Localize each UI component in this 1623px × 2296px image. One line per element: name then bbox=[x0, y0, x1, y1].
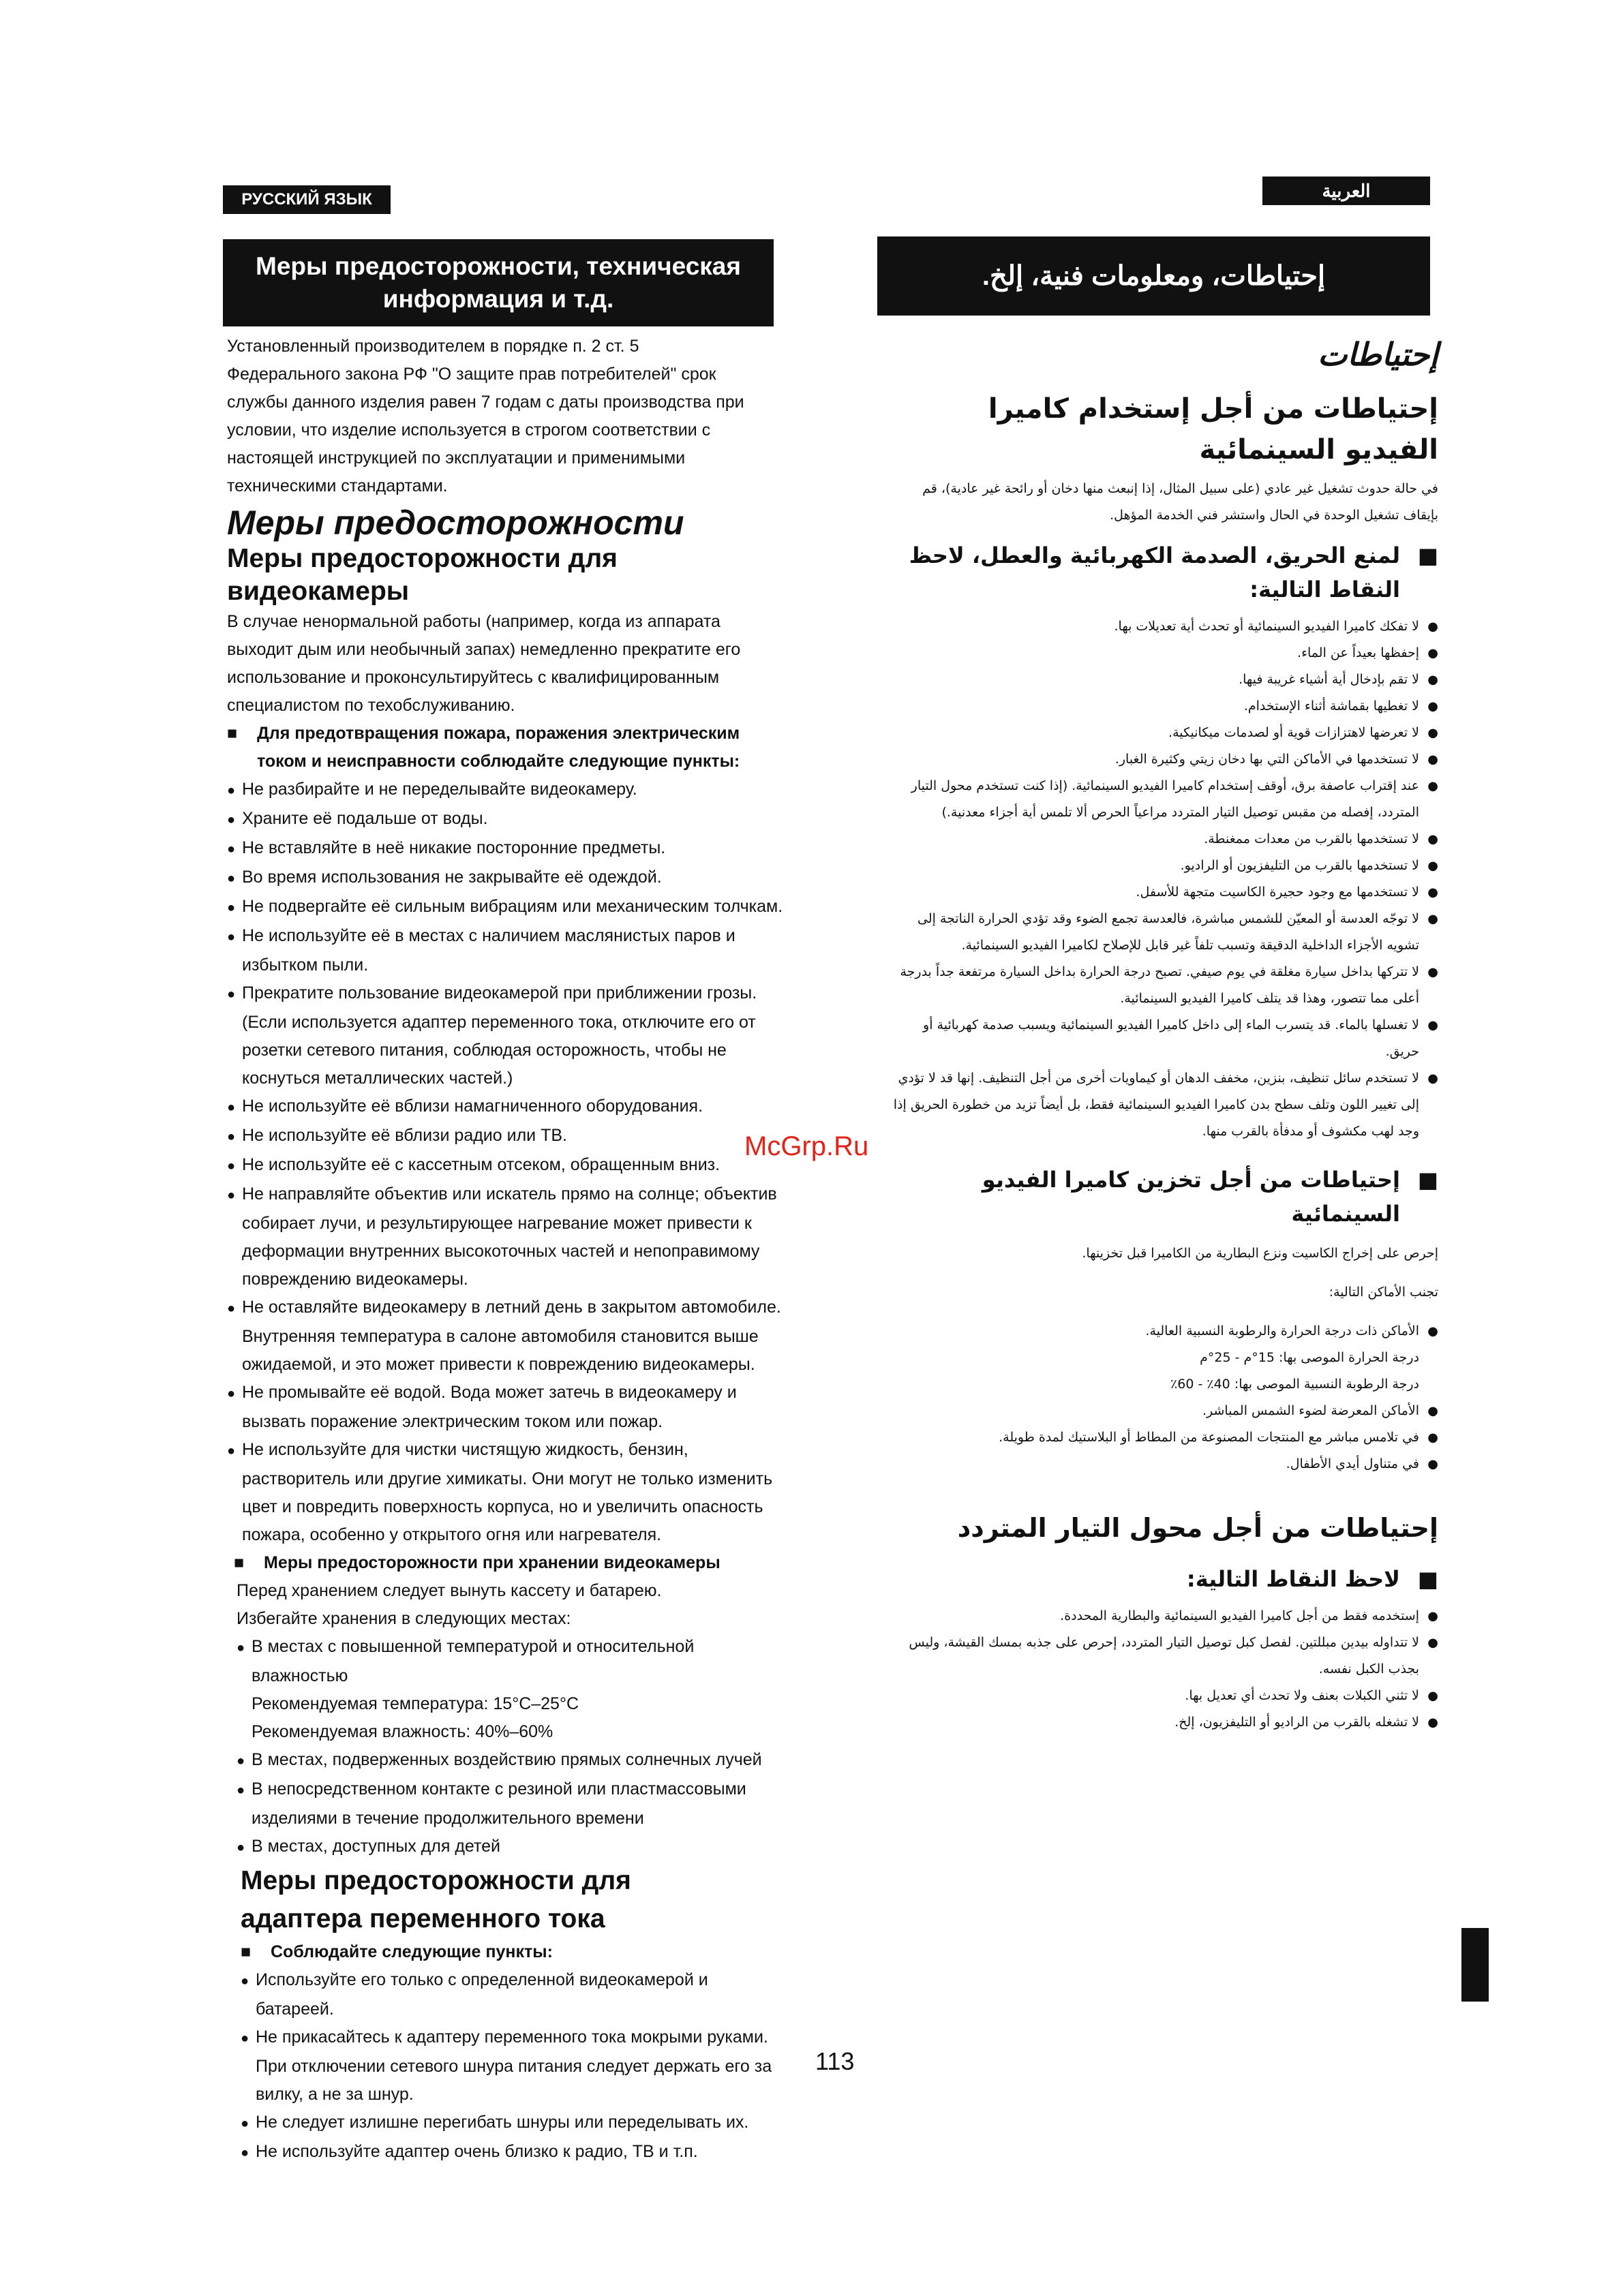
list-item: ● لا تتركها بداخل سيارة مغلقة في يوم صيفي. تصبح درجة الحرارة بداخل السيارة مرتفعة جداً بدرجة أعلى مما تتصور، وهذا قد يتلف كاميرا الفيديو السينمائية. bbox=[886, 959, 1438, 1012]
list-item: ● Не используйте для чистки чистящую жидкость, бензин, растворитель или другие химикаты. Они могут не только изменить цвет и повредить поверхность корпуса, но и увеличить опасность пожара, особенно у открытого огня или нагревателя. bbox=[227, 1436, 786, 1549]
ar-section1-intro: في حالة حدوث تشغيل غير عادي (على سبيل المثال، إذا إنبعث منها دخان أو رائحة غير عادية)، قم بإيقاف تشغيل الوحدة في الحال واستشر فني الخدمة المؤهل. bbox=[922, 481, 1438, 523]
ar-fire-heading: ■ لمنع الحريق، الصدمة الكهربائية والعطل، لاحظ النقاط التالية: bbox=[886, 538, 1438, 607]
ar-humidity-note: درجة الرطوبة النسبية الموصى بها: 40٪ - 60٪ bbox=[1170, 1377, 1419, 1392]
list-item: ● В местах, доступных для детей bbox=[237, 1833, 786, 1862]
list-item: ● Не разбирайте и не переделывайте видеокамеру. bbox=[227, 776, 786, 805]
ar-column bbox=[886, 327, 1438, 1736]
ru-storm-note: (Если используется адаптер переменного тока, отключите его от розетки сетевого питания, соблюдая осторожность, чтобы не коснуться металлических частей.) bbox=[242, 1013, 756, 1088]
list-item: ● لا تثني الكبلات بعنف ولا تحدث أي تعديل بها. bbox=[886, 1683, 1438, 1709]
ru-column bbox=[227, 333, 786, 2167]
list-item: ● لا تستخدمها في الأماكن التي بها دخان زيتي وكثيرة الغبار. bbox=[886, 746, 1438, 773]
list-item: ● Храните её подальше от воды. bbox=[227, 805, 786, 834]
list-item: ● Не подвергайте её сильным вибрациям или механическим толчкам. bbox=[227, 893, 786, 922]
list-item: ● لا تغطيها بقماشة أثناء الإستخدام. bbox=[886, 693, 1438, 720]
ar-adapter-sub: ■ لاحظ النقاط التالية: bbox=[886, 1562, 1438, 1596]
ru-storage-line2: Избегайте хранения в следующих местах: bbox=[237, 1609, 571, 1628]
ar-section1-heading: إحتياطات من أجل إستخدام كاميرا الفيديو السينمائية bbox=[988, 393, 1438, 465]
list-item: ● Не используйте её в местах с наличием маслянистых паров и избытком пыли. bbox=[227, 922, 786, 979]
list-item: ● في متناول أيدي الأطفال. bbox=[886, 1451, 1438, 1478]
list-item: ● Используйте его только с определенной видеокамерой и батареей. bbox=[241, 1966, 786, 2023]
list-item: ● Не используйте адаптер очень близко к радио, ТВ и т.п. bbox=[241, 2138, 786, 2167]
ar-section-title: إحتياطات، ومعلومات فنية، إلخ. bbox=[877, 236, 1430, 316]
list-item: ● Не используйте её с кассетным отсеком, обращенным вниз. bbox=[227, 1151, 786, 1180]
side-tab-marker bbox=[1461, 1928, 1489, 2002]
list-item: ● Не следует излишне перегибать шнуры или переделывать их. bbox=[241, 2109, 786, 2138]
list-item: ● لا تفكك كاميرا الفيديو السينمائية أو تحدث أية تعديلات بها. bbox=[886, 613, 1438, 640]
list-item: ● إحفظها بعيداً عن الماء. bbox=[886, 640, 1438, 667]
ru-adapter-sub: ■ Соблюдайте следующие пункты: bbox=[241, 1938, 786, 1966]
list-item: ● Не используйте её вблизи радио или ТВ. bbox=[227, 1122, 786, 1151]
list-item: ● لا تشغله بالقرب من الراديو أو التليفزيون، إلخ. bbox=[886, 1709, 1438, 1736]
list-item: ● В непосредственном контакте с резиной или пластмассовыми изделиями в течение продолжительного времени bbox=[237, 1775, 770, 1833]
ru-section1-heading: Меры предосторожности для видеокамеры bbox=[227, 544, 618, 606]
list-item: ● لا تستخدم سائل تنظيف، بنزين، مخفف الدهان أو كيماويات أخرى من أجل التنظيف. إنها قد لا تؤدي إلى تغيير اللون وتلف سطح بدن كاميرا الفيديو السينمائية فقط، بل أيضاً تزيد من خطورة الحريق إذا وجد لهب مكشوف أو مدفأة بالقرب منها. bbox=[886, 1065, 1438, 1145]
ru-car-note: Внутренняя температура в салоне автомобиля становится выше ожидаемой, и это может привести к повреждению видеокамеры. bbox=[242, 1327, 759, 1374]
list-item: ● Не оставляйте видеокамеру в летний день в закрытом автомобиле. bbox=[227, 1294, 786, 1323]
list-item: ● لا تستخدمها بالقرب من معدات ممغنطة. bbox=[886, 826, 1438, 853]
list-item: ● Во время использования не закрывайте её одеждой. bbox=[227, 863, 786, 893]
list-item: ● عند إقتراب عاصفة برق، أوقف إستخدام كاميرا الفيديو السينمائية. (إذا كنت تستخدم محول التيار المتردد، إفصله من مقبس توصيل التيار المتردد مراعياً الحرص ألا تلمس أية أجزاء معدنية.) bbox=[886, 773, 1438, 826]
list-item: ● الأماكن المعرضة لضوء الشمس المباشر. bbox=[886, 1398, 1438, 1424]
ru-main-heading: Меры предосторожности bbox=[227, 504, 684, 542]
ru-temp-note: Рекомендуемая температура: 15°C–25°C bbox=[252, 1694, 579, 1713]
list-item: ● لا تعرضها لاهتزازات قوية أو لصدمات ميكانيكية. bbox=[886, 720, 1438, 746]
ar-main-heading: إحتياطات bbox=[1318, 336, 1438, 373]
list-item: ● Не направляйте объектив или искатель прямо на солнце; объектив собирает лучи, и результирующее нагревание может привести к деформации внутренних высокоточных частей и непоправимому повреждению видеокамеры. bbox=[227, 1180, 786, 1294]
ar-storage-line1: إحرص على إخراج الكاسيت ونزع البطارية من الكاميرا قبل تخزينها. bbox=[1082, 1246, 1438, 1261]
ru-humidity-note: Рекомендуемая влажность: 40%–60% bbox=[252, 1722, 553, 1741]
ru-section1-intro: В случае ненормальной работы (например, когда из аппарата выходит дым или необычный запах) немедленно прекратите его использование и проконсультируйтесь с квалифицированным специалистом по техобслуживанию. bbox=[227, 612, 741, 715]
ru-storage-line1: Перед хранением следует вынуть кассету и батарею. bbox=[237, 1581, 662, 1600]
list-item: ● لا تستخدمها بالقرب من التليفزيون أو الراديو. bbox=[886, 853, 1438, 879]
list-item: ● لا تتداوله بيدين مبللتين. لفصل كبل توصيل التيار المتردد، إحرص على جذبه بمسك القيشة، وليس بجذب الكبل نفسه. bbox=[886, 1629, 1438, 1683]
list-item: ● لا توجّه العدسة أو المعيّن للشمس مباشرة، فالعدسة تجمع الضوء وقد تؤدي الحرارة الناتجة إلى تشويه الأجزاء الداخلية الدقيقة وتسبب تلفاً غير قابل للإصلاح لكاميرا الفيديو السينمائية. bbox=[886, 906, 1438, 959]
ar-storage-line2: تجنب الأماكن التالية: bbox=[1329, 1285, 1438, 1300]
ru-adapter-heading: Меры предосторожности для адаптера переменного тока bbox=[241, 1866, 631, 1933]
list-item: ● Не промывайте её водой. Вода может затечь в видеокамеру и вызвать поражение электрическим током или пожар. bbox=[227, 1379, 786, 1436]
ru-storage-heading: ■ Меры предосторожности при хранении видеокамеры bbox=[234, 1549, 786, 1577]
list-item: ● В местах с повышенной температурой и относительной влажностью bbox=[237, 1633, 786, 1690]
watermark-text: McGrp.Ru bbox=[744, 1131, 869, 1161]
list-item: ● إستخدمه فقط من أجل كاميرا الفيديو السينمائية والبطارية المحددة. bbox=[886, 1603, 1438, 1629]
list-item: ● لا تغسلها بالماء. قد يتسرب الماء إلى داخل كاميرا الفيديو السينمائية ويسبب صدمة كهربائية أو حريق. bbox=[886, 1012, 1438, 1065]
ru-language-tag: РУССКИЙ ЯЗЫК bbox=[223, 185, 391, 214]
list-item: ● В местах, подверженных воздействию прямых солнечных лучей bbox=[237, 1746, 786, 1775]
list-item: ● Не вставляйте в неё никакие посторонние предметы. bbox=[227, 834, 786, 863]
ru-intro: Установленный производителем в порядке п. 2 ст. 5 Федерального закона РФ "О защите прав потребителей" срок службы данного изделия равен 7 годам с даты производства при условии, что изделие используется в строгом соответствии с настоящей инструкцией по эксплуатации и применимыми техническими стандартами. bbox=[227, 337, 744, 495]
ar-storage-heading: ■ إحتياطات من أجل تخزين كاميرا الفيديو السينمائية bbox=[886, 1163, 1438, 1231]
ar-temp-note: درجة الحرارة الموصى بها: 15°م - 25°م bbox=[1200, 1350, 1419, 1365]
list-item: ● Не прикасайтесь к адаптеру переменного тока мокрыми руками. bbox=[241, 2023, 786, 2053]
ru-fire-heading: ■ Для предотвращения пожара, поражения электрическим током и неисправности соблюдайте следующие пункты: bbox=[227, 720, 786, 776]
list-item: ● في تلامس مباشر مع المنتجات المصنوعة من المطاط أو البلاستيك لمدة طويلة. bbox=[886, 1424, 1438, 1451]
list-item: ● لا تستخدمها مع وجود حجيرة الكاسيت متجهة للأسفل. bbox=[886, 879, 1438, 906]
ar-language-tag: العربية bbox=[1262, 177, 1430, 205]
ar-adapter-heading: إحتياطات من أجل محول التيار المتردد bbox=[957, 1513, 1438, 1543]
ru-adapter-note: При отключении сетевого шнура питания следует держать его за вилку, а не за шнур. bbox=[256, 2057, 772, 2104]
page-number: 113 bbox=[815, 2047, 855, 2075]
list-item: ● الأماكن ذات درجة الحرارة والرطوبة النسبية العالية. bbox=[886, 1318, 1438, 1345]
ru-section-title: Меры предосторожности, техническая информация и т.д. bbox=[223, 239, 774, 326]
list-item: ● Прекратите пользование видеокамерой при приближении грозы. bbox=[227, 979, 786, 1009]
list-item: ● Не используйте её вблизи намагниченного оборудования. bbox=[227, 1092, 786, 1122]
list-item: ● لا تقم بإدخال أية أشياء غريبة فيها. bbox=[886, 667, 1438, 693]
